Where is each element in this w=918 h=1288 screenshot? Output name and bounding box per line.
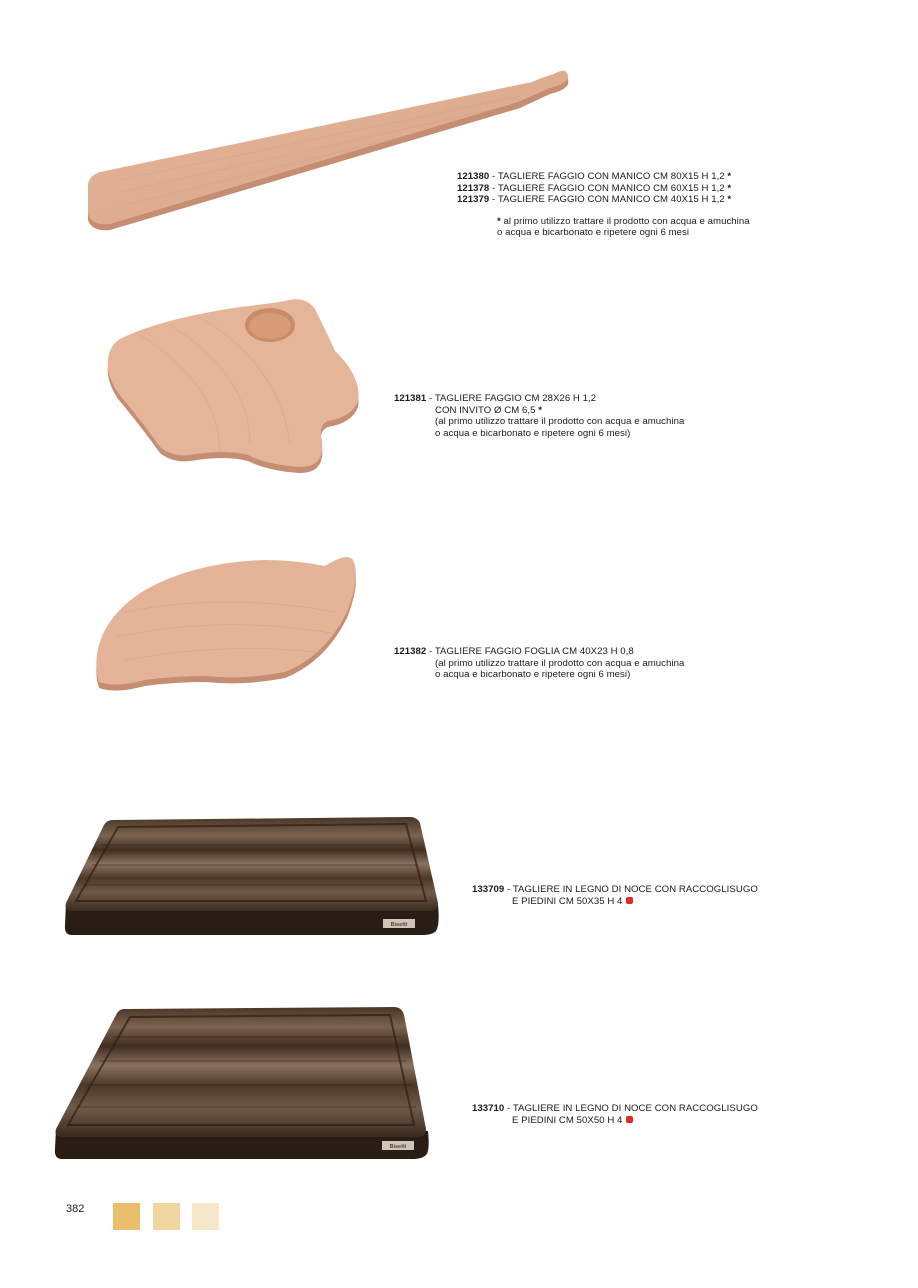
product-code: 121380 [457, 171, 490, 182]
brand-label: Bisetti [389, 1144, 407, 1150]
product-desc: E PIEDINI CM 50X50 H 4 [512, 1114, 623, 1126]
product-text-walnut-50x50: 133710 - TAGLIERE IN LEGNO DI NOCE CON RACCOGLISUGO E PIEDINI CM 50X50 H 4 [472, 1103, 758, 1126]
product-desc: TAGLIERE IN LEGNO DI NOCE CON RACCOGLISUGO [512, 884, 758, 895]
product-desc: CON INVITO Ø CM 6,5 [435, 404, 536, 416]
care-note [457, 216, 750, 228]
product-text-walnut-50x35: 133709 - TAGLIERE IN LEGNO DI NOCE CON RACCOGLISUGO E PIEDINI CM 50X35 H 4 [472, 884, 758, 907]
product-code: 121378 [457, 182, 490, 194]
product-line: 121379 - TAGLIERE FAGGIO CON MANICO CM 40X15 H 1,2 * [457, 194, 732, 205]
red-marker-icon [626, 897, 633, 904]
product-image-leaf-board [85, 552, 375, 702]
asterisk: * [727, 171, 732, 182]
product-line: 121380 - TAGLIERE FAGGIO CON MANICO CM 80X15 H 1,2 * [457, 171, 732, 182]
product-desc: TAGLIERE FAGGIO CON MANICO CM 40X15 H 1,2 [497, 194, 725, 205]
care-note-line: o acqua e bicarbonato e ripetere ogni 6 mesi [497, 227, 690, 238]
product-text-paddle [457, 171, 750, 239]
asterisk: * [497, 215, 501, 227]
red-marker-icon [626, 1116, 633, 1123]
product-desc: TAGLIERE FAGGIO FOGLIA CM 40X23 H 0,8 [434, 646, 634, 657]
product-line: 121378 - TAGLIERE FAGGIO CON MANICO CM 60X15 H 1,2 * [457, 182, 732, 194]
asterisk: * [727, 194, 732, 205]
care-note-line: o acqua e bicarbonato e ripetere ogni 6 mesi) [435, 427, 631, 439]
product-desc: TAGLIERE FAGGIO CON MANICO CM 60X15 H 1,2 [497, 182, 725, 194]
product-text-dip-board: 121381 - TAGLIERE FAGGIO CM 28X26 H 1,2 CON INVITO Ø CM 6,5 * (al primo utilizzo trattare il prodotto con acqua e amuchina o acqua e bicarbonato e ripetere ogni 6 mesi) [394, 393, 685, 439]
product-code: 121382 [394, 646, 427, 657]
product-code: 121381 [394, 393, 427, 404]
care-note-line: o acqua e bicarbonato e ripetere ogni 6 mesi) [435, 669, 631, 680]
care-note-line: (al primo utilizzo trattare il prodotto con acqua e amuchina [435, 416, 685, 427]
color-swatch [113, 1203, 140, 1230]
product-desc: TAGLIERE IN LEGNO DI NOCE CON RACCOGLISUGO [512, 1103, 758, 1114]
care-note-line: al primo utilizzo trattare il prodotto con acqua e amuchina [503, 215, 750, 227]
product-code: 121379 [457, 194, 490, 205]
brand-label: Bisetti [390, 922, 408, 928]
product-text-leaf-board: 121382 - TAGLIERE FAGGIO FOGLIA CM 40X23 H 0,8 (al primo utilizzo trattare il prodotto con acqua e amuchina o acqua e bicarbonato e ripetere ogni 6 mesi) [394, 646, 685, 680]
asterisk: * [727, 182, 732, 194]
product-desc: TAGLIERE FAGGIO CON MANICO CM 80X15 H 1,2 [497, 171, 725, 182]
page-number: 382 [66, 1203, 85, 1215]
color-swatch [192, 1203, 219, 1230]
asterisk: * [538, 404, 542, 416]
product-image-board-with-dip [100, 295, 370, 485]
color-swatch [153, 1203, 180, 1230]
product-image-walnut-board-50x50 [52, 1005, 434, 1165]
product-desc: E PIEDINI CM 50X35 H 4 [512, 895, 623, 907]
product-code: 133709 [472, 884, 505, 895]
product-desc: TAGLIERE FAGGIO CM 28X26 H 1,2 [434, 393, 597, 404]
product-image-walnut-board-50x35 [62, 815, 444, 940]
product-code: 133710 [472, 1103, 505, 1114]
care-note-line: (al primo utilizzo trattare il prodotto con acqua e amuchina [435, 657, 685, 669]
